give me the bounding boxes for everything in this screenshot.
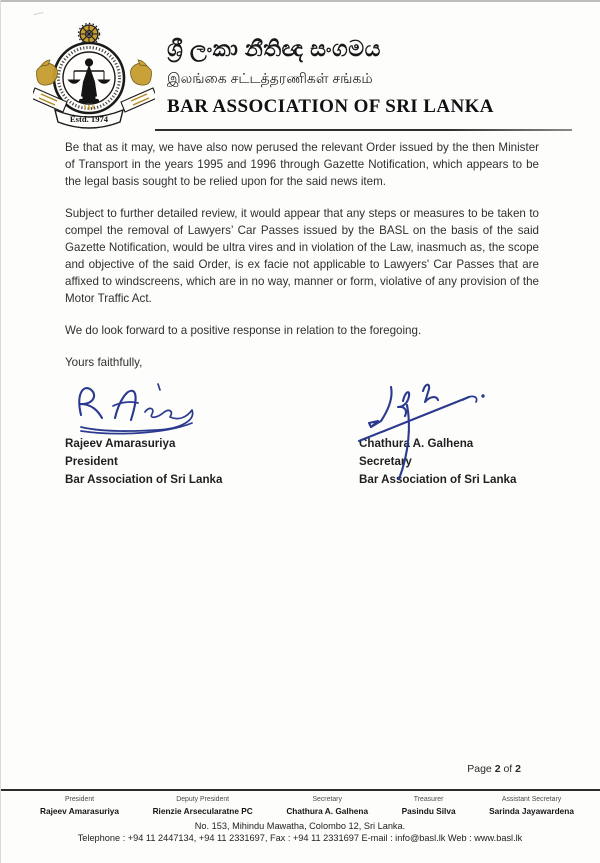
officer-name: Rienzie Arsecularatne PC	[152, 805, 253, 816]
closing-salutation: Yours faithfully,	[65, 356, 143, 369]
org-title-english: BAR ASSOCIATION OF SRI LANKA	[167, 96, 494, 117]
paragraph-3: We do look forward to a positive response in relation to the foregoing.	[65, 324, 422, 337]
officer-title: Treasurer	[413, 796, 444, 803]
officer-title: Deputy President	[176, 796, 230, 803]
officer-deputy-president	[153, 796, 253, 816]
org-title-tamil: இலங்கை சட்டத்தரணிகள் சங்கம்	[167, 70, 373, 86]
page-number	[467, 763, 521, 775]
officer-name: Chathura A. Galhena	[286, 805, 369, 816]
org-title-sinhala: ශ්‍රී ලංකා නීතිඥ සංගමය	[167, 36, 381, 61]
letterhead-divider	[155, 129, 572, 131]
letterhead-titles	[167, 22, 494, 134]
officer-name: Sarinda Jayawardena	[489, 805, 574, 816]
president-org: Bar Association of Sri Lanka	[65, 473, 223, 486]
crest-estd-text: Estd. 1974	[69, 114, 109, 124]
president-name: Rajeev Amarasuriya	[65, 437, 176, 450]
footer-contact: Telephone : +94 11 2447134, +94 11 2331697, Fax : +94 11 2331697 E-mail : info@basl.lk Web : www.basl.lk	[77, 832, 523, 843]
officer-name: Rajeev Amarasuriya	[40, 805, 120, 816]
officer-title: President	[64, 796, 95, 803]
president-title: President	[65, 455, 118, 468]
page-total: 2	[515, 763, 521, 775]
basl-crest-logo	[33, 22, 155, 134]
letter-body	[65, 139, 539, 489]
signatory-president	[65, 379, 359, 489]
signatory-secretary	[359, 379, 539, 489]
paragraph-1: Be that as it may, we have also now perused the relevant Order issued by the then Minister of Transport in the years 1995 and 1996 through Gazette Notification, which appears to be the legal basis sought to be relied upon for the said news item.	[65, 141, 539, 188]
page-current: 2	[494, 763, 501, 775]
signature-block	[65, 379, 539, 489]
officer-president	[40, 796, 119, 816]
footer-address: No. 153, Mihindu Mawatha, Colombo 12, Sri Lanka.	[194, 820, 406, 831]
secretary-title: Secretary	[359, 455, 412, 468]
president-signature-icon	[65, 379, 203, 435]
secretary-name: Chathura A. Galhena	[359, 437, 474, 450]
officer-name: Pasindu Silva	[401, 805, 456, 816]
officer-title: Assistant Secretary	[501, 796, 562, 803]
paragraph-2: Subject to further detailed review, it would appear that any steps or measures to be taken to compel the removal of Lawyers’ Car Passes issued by the BASL on the basis of the said Gazette Notification, would be ultra vires and in violation of the Law, inasmuch as, the scope and objective of the said Order, is ex facie not applicable to Lawyers' Car Passes that are affixed to windscreens, which are in no way, manner or form, violative of any provision of the Motor Traffic Act.	[65, 207, 539, 305]
secretary-org: Bar Association of Sri Lanka	[359, 473, 517, 486]
crest-icon	[33, 22, 155, 134]
page-word: Page	[467, 763, 492, 775]
scan-artifact	[34, 12, 45, 19]
officer-assistant-secretary	[489, 796, 574, 816]
letter-footer	[0, 789, 600, 843]
officer-secretary	[286, 796, 368, 816]
page-of-word: of	[503, 763, 513, 775]
letterhead	[33, 22, 572, 134]
officer-title: Secretary	[312, 796, 342, 803]
officers-row	[0, 791, 600, 816]
officer-treasurer	[402, 796, 456, 816]
